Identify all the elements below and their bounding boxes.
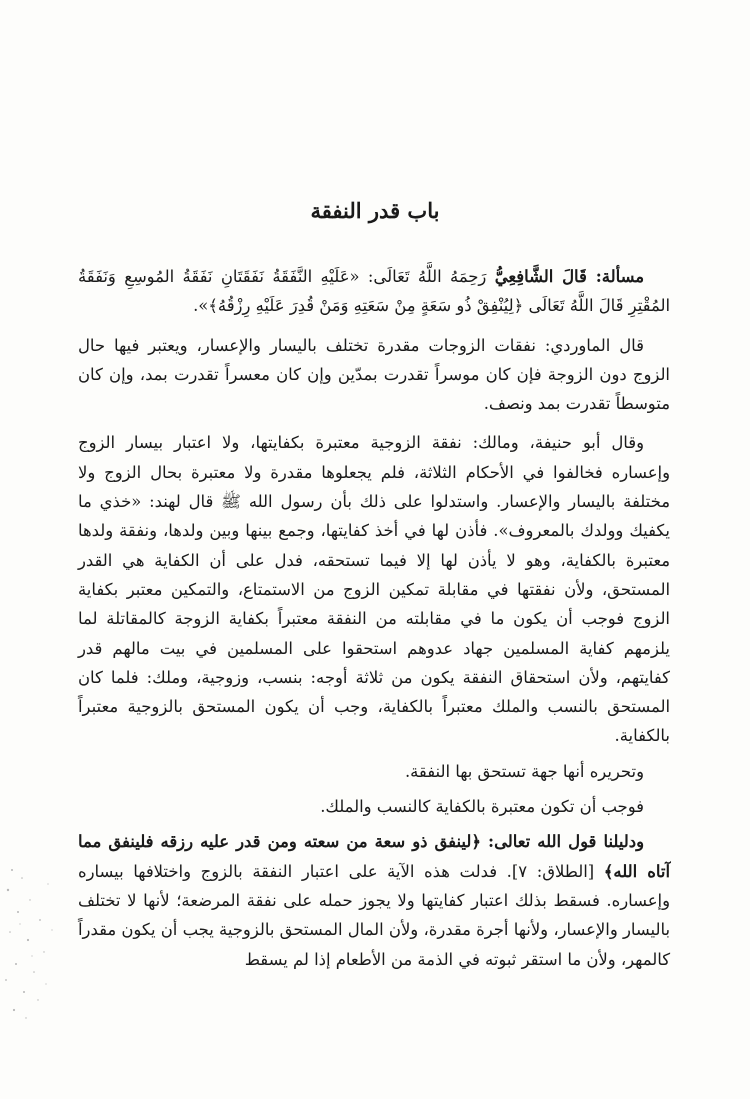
paragraph-4 bbox=[78, 757, 670, 786]
paragraph-2-text: قال الماوردي: نفقات الزوجات مقدرة تختلف باليسار والإعسار، ويعتبر فيها حال الزوج دون الزوجة فإن كان موسراً تقدرت بمدّين وإن كان معسراً تقدرت بمد، وإن كان متوسطاً تقدرت بمد ونصف. bbox=[78, 335, 670, 414]
paragraph-6-text: [الطلاق: ٧]. فدلت هذه الآية على اعتبار النفقة بالزوج واختلافها بيساره وإعساره. فسقط بذلك اعتبار كفايتها ولا يجوز حمله على نفقة المرضعة؛ لأنها لا تختلف باليسار والإعسار، ولأنها أجرة مقدرة، ولأن المال المستحق بالزوجية يجب أن يكون مقدراً كالمهر، ولأن ما استقر ثبوته في الذمة من الأطعام إذا لم يسقط bbox=[78, 861, 670, 969]
scan-noise bbox=[0, 860, 60, 1030]
paragraph-4-text: وتحريره أنها جهة تستحق بها النفقة. bbox=[404, 761, 644, 781]
paragraph-3-text: وقال أبو حنيفة، ومالك: نفقة الزوجية معتبرة بكفايتها، ولا اعتبار بيسار الزوج وإعساره فخالفوا في الأحكام الثلاثة، فلم يجعلوها مقدرة ولا معتبرة بحال الزوج ولا مختلفة باليسار والإعسار. واستدلوا على ذلك بأن رسول الله ﷺ قال لهند: «خذي ما يكفيك وولدك بالمعروف». فأذن لها في أخذ كفايتها، وجمع بينها وبين ولدها، ونفقة ولدها معتبرة بالكفاية، وهو لا يأذن لها إلا فيما تستحقه، فدل على أن الكفاية هي القدر المستحق، ولأن نفقتها في مقابلة تمكين الزوج من الاستمتاع، والتمكين معتبر بكفاية الزوج فوجب أن يكون ما في مقابلته من النفقة معتبراً بكفاية الزوجة كالمقاتلة لما يلزمهم كفاية المسلمين جهاد عدوهم استحقوا على المسلمين في بيت مالهم قدر كفايتهم، ولأن استحقاق النفقة يكون من ثلاثة أوجه: بنسب، وزوجية، وملك: فلما كان المستحق بالنسب والملك معتبراً بالكفاية، وجب أن يكون المستحق بالزوجية معتبراً بالكفاية. bbox=[78, 433, 670, 746]
paragraph-1 bbox=[78, 262, 670, 321]
body-text bbox=[78, 262, 670, 974]
paragraph-3 bbox=[78, 428, 670, 750]
paragraph-5-text: فوجب أن تكون معتبرة بالكفاية كالنسب والملك. bbox=[320, 797, 644, 817]
paragraph-1-lead: مسألة: قَالَ الشَّافِعِيُّ bbox=[494, 267, 644, 286]
paragraph-5 bbox=[78, 792, 670, 821]
paragraph-2 bbox=[78, 331, 670, 419]
chapter-title: باب قدر النفقة bbox=[310, 198, 440, 223]
paragraph-1-text: رَحِمَهُ اللَّهُ تَعَالَى: «عَلَيْهِ النَّفَقَةُ نَفَقَتَانِ نَفَقَةُ المُوسِعِ وَنَفَقَةُ المُقْتِرِ قَالَ اللَّهُ تَعَالَى ﴿لِيُنْفِقْ ذُو سَعَةٍ مِنْ سَعَتِهِ وَمَنْ قُدِرَ عَلَيْهِ رِزْقُهُ﴾». bbox=[78, 267, 670, 316]
paragraph-6-lead: ودليلنا قول الله تعالى: ﴿لينفق ذو سعة من سعته ومن قدر عليه رزقه فلينفق مما آتاه الله﴾ bbox=[78, 832, 670, 881]
paragraph-6 bbox=[78, 827, 670, 973]
